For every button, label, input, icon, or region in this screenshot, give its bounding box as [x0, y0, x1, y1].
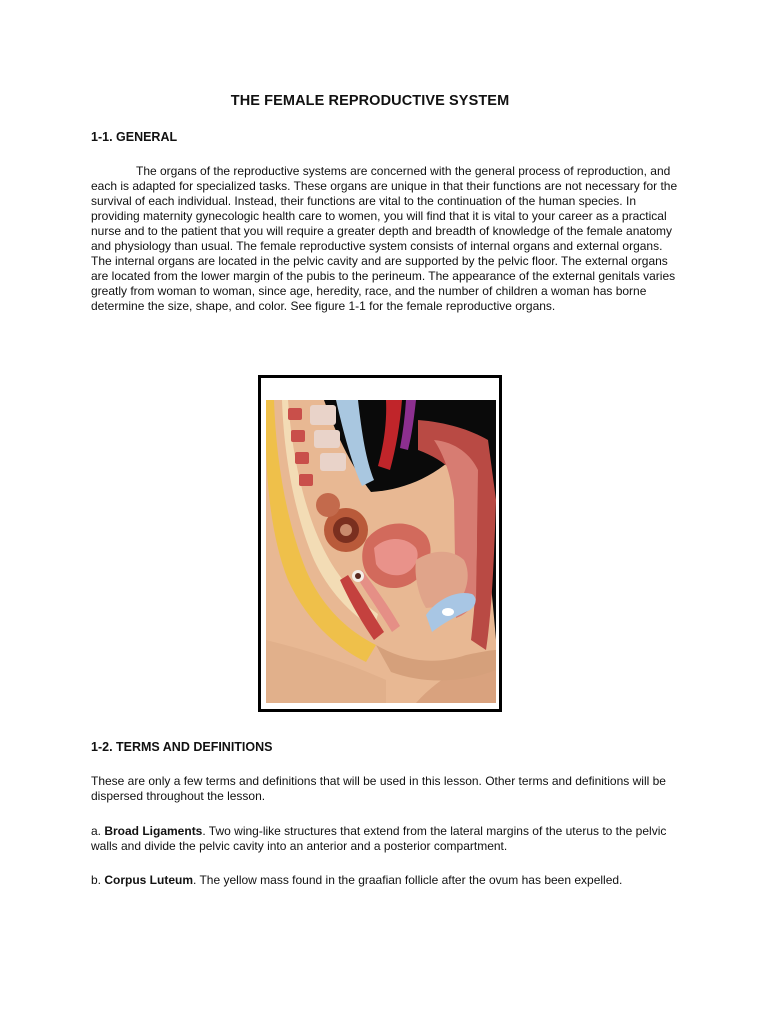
document-title: THE FEMALE REPRODUCTIVE SYSTEM — [230, 93, 510, 109]
section-heading-terms: 1-2. TERMS AND DEFINITIONS — [91, 740, 273, 754]
figure-frame — [258, 375, 502, 712]
term-prefix: a. — [91, 824, 105, 838]
anatomical-model-image — [266, 400, 496, 703]
term-prefix: b. — [91, 873, 105, 887]
term-definition: . The yellow mass found in the graafian follicle after the ovum has been expelled. — [193, 873, 623, 887]
term-broad-ligaments — [91, 824, 681, 854]
terms-intro-paragraph: These are only a few terms and definitions that will be used in this lesson. Other terms and definitions will be dispersed throughout the lesson. — [91, 774, 666, 803]
term-name: Broad Ligaments — [104, 824, 203, 838]
term-name: Corpus Luteum — [104, 873, 194, 887]
term-corpus-luteum — [91, 873, 681, 888]
term-definition: . Two wing-like structures that extend from the lateral margins of the uterus to the pelvic walls and divide the pelvic cavity into an anterior and a posterior compartment. — [91, 824, 667, 853]
general-paragraph: The organs of the reproductive systems are concerned with the general process of reproduction, and each is adapted for specialized tasks. These organs are unique in that their functions are not necessary for the survival of each individual. Instead, their functions are vital to the continuation of the human species. In providing maternity gynecologic health care to women, you will find that it is vital to your career as a practical nurse and to the patient that you will require a greater depth and breadth of knowledge of the female anatomy and physiology than usual. The female reproductive system consists of internal organs and external organs. The internal organs are located in the pelvic cavity and are supported by the pelvic floor. The external organs are located from the lower margin of the pubis to the perineum. The appearance of the external genitals varies greatly from woman to woman, since age, heredity, race, and the number of children a woman has borne determine the size, shape, and color. See figure 1-1 for the female reproductive organs. — [91, 164, 678, 313]
section-heading-general: 1-1. GENERAL — [91, 130, 178, 144]
